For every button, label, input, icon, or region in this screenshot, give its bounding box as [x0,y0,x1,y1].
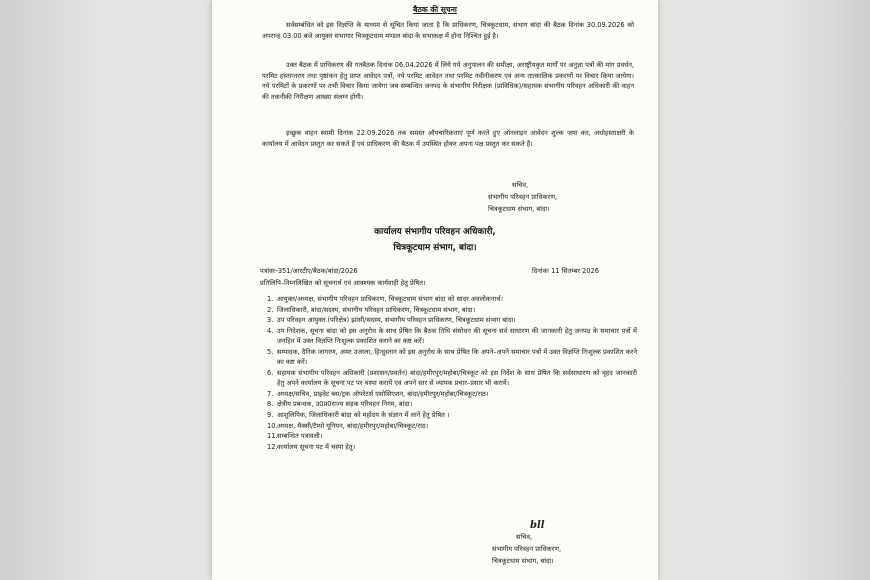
list-item: 11. सम्बन्धित पत्रावली। [267,432,323,441]
list-item: 10. अध्यक्ष, मैक्सी/टैम्पो यूनियन, बांदा/हमीरपुर/महोबा/चित्रकूट/राठ। [267,421,429,430]
list-item: 2. जिलाधिकारी, बांदा/सदस्य, संभागीय परिवहन प्राधिकरण, चित्रकूटधाम संभाग, बांदा। [267,305,476,314]
office-heading-line-2: चित्रकूटधाम संभाग, बांदा। [393,243,477,253]
list-item: 9. आशुलिपिक, जिलाधिकारी बांदा को महोदय के संज्ञान में लाने हेतु प्रेषित । [267,411,450,420]
notice-paragraph-2: उक्त बैठक में प्राधिकरण की गतबैठक दिनांक 06.04.2026 में लिये गये अनुपालन की समीक्षा, अराष्ट्रीयकृत मार्गों पर अनुज्ञा पत्रों की मांग प्रवर्धन, परमिट हस्तान्तरण तथा पृष्ठांकन हेतु प्राप्त आवेदन पत्रों, नये परमिट आवेदन तथा परमिट नवीनीकरण एवं अन्य तात्कालिक प्रकरणों पर विचार किया जायेगा। नये परमिटों के प्रकरणों पर तभी विचार किया जायेगा जब सम्बन्धित जनपद के संभागीय निरीक्षक (प्राविधिक)/सहायक संभागीय परिवहन अधिकारी की वाहन की तकनीकी निरीक्षण आख्या संलग्न होगी। [262,61,634,101]
office-heading-line-1: कार्यालय संभागीय परिवहन अधिकारी, [374,227,496,237]
list-item: 8. क्षेत्रीय प्रबन्धक, उ0प्र0राज्य सड़क परिवहन निगम, बांदा। [267,400,413,409]
copy-to-intro: प्रतिलिपि–निम्नलिखित को सूचनार्थ एवं आवश्यक कार्यवाही हेतु प्रेषित। [260,279,426,287]
list-item: 7. अध्यक्ष/सचिव, प्राइवेट बस/ट्रक ऑपरेटर्स एसोसिएशन, बांदा/हमीरपुर/महोबा/चित्रकूट/राठ। [267,389,489,398]
list-item: 12. कार्यालय सूचना पट में चस्पा हेतु। [267,442,356,451]
notice-paragraph-3: इच्छुक वाहन स्वामी दिनांक 22.09.2026 तक समस्त औपचारिकताएं पूर्ण करते हुए ऑनलाइन आवेदन शुल्क जमा कर, अधोहस्ताक्षरी के कार्यालय में आवेदन प्रस्तुत कर सकते हैं एवं प्राधिकरण की बैठक में उपस्थित होकर अपना पक्ष प्रस्तुत कर सकते हैं। [262,129,634,148]
notice-sign-line-1: संभागीय परिवहन प्राधिकरण, [488,193,558,201]
list-item: 4. उप निदेशक, सूचना बांदा को इस अनुरोध के साथ प्रेषित कि बैठक तिथि संसोधन की सूचना सर्व साधारण की जानकारी हेतु जनपद के समाचार पत्रों में जनहित में उक्त विज्ञप्ति निःशुल्क प्रकाशित कराने का कष्ट करें। [267,326,637,346]
office-sign-title: सचिव, [516,533,533,541]
notice-sign-title: सचिव, [512,181,529,189]
letter-date: दिनांकः 11 सितम्बर 2026 [532,267,599,275]
list-item: 6. सहायक संभागीय परिवहन अधिकारी (प्रशासन/प्रवर्तन) बांदा/हमीरपुर/महोबा/चित्रकूट को इस निर्देश के साथ प्रेषित कि सर्वसाधारण को वृहद जानकारी हेतु अपने कार्यालय के सूचना पट पर चस्पा करायें एवं अपने स्तर से व्यापक प्रचार–प्रसार भी करायें। [267,368,637,388]
notice-sign-line-2: चित्रकूटधाम संभाग, बांदा। [488,205,550,213]
notice-title: बैठक की सूचना [413,5,457,14]
reference-number: पत्रांकः-351/आरटीए/बैठक/बांदा/2026 [260,267,358,275]
notice-paragraph-1: सर्वसम्बंधित को इस विज्ञप्ति के माध्यम से सूचित किया जाता है कि प्राधिकरण, चित्रकूटधाम, संभाग बांदा की बैठक दिनांक 30.09.2026 को अपरान्ह 03.00 बजे आयुक्त सभागार चित्रकूटधाम मण्डल बांदा के सभाकक्ष में होना निश्चित हुई है। [262,21,634,40]
handwritten-signature: bll [530,520,545,531]
list-item: 3. उप परिवहन आयुक्त (परिक्षेत्र) झांसी/सदस्य, संभागीय परिवहन प्राधिकरण, चित्रकूटधाम संभाग बांदा। [267,316,516,325]
recipient-list [267,294,637,452]
list-item: 5. सम्पादक, दैनिक जागरण, अमर उजाला, हिन्दुस्तान को इस अनुरोध के साथ प्रेषित कि अपने–अपने समाचार पत्रों में उक्त विज्ञप्ति निःशुल्क प्रकाशित करने का कष्ट करें। [267,347,637,367]
list-item: 1. आयुक्त/अध्यक्ष, संभागीय परिवहन प्राधिकरण, चित्रकूटधाम संभाग बांदा को सादर अवलोकनार्थ। [267,295,503,303]
office-sign-line-1: संभागीय परिवहन प्राधिकरण, [492,545,562,553]
notice-document [212,0,658,580]
office-sign-line-2: चित्रकूटधाम संभाग, बांदा। [492,557,554,565]
